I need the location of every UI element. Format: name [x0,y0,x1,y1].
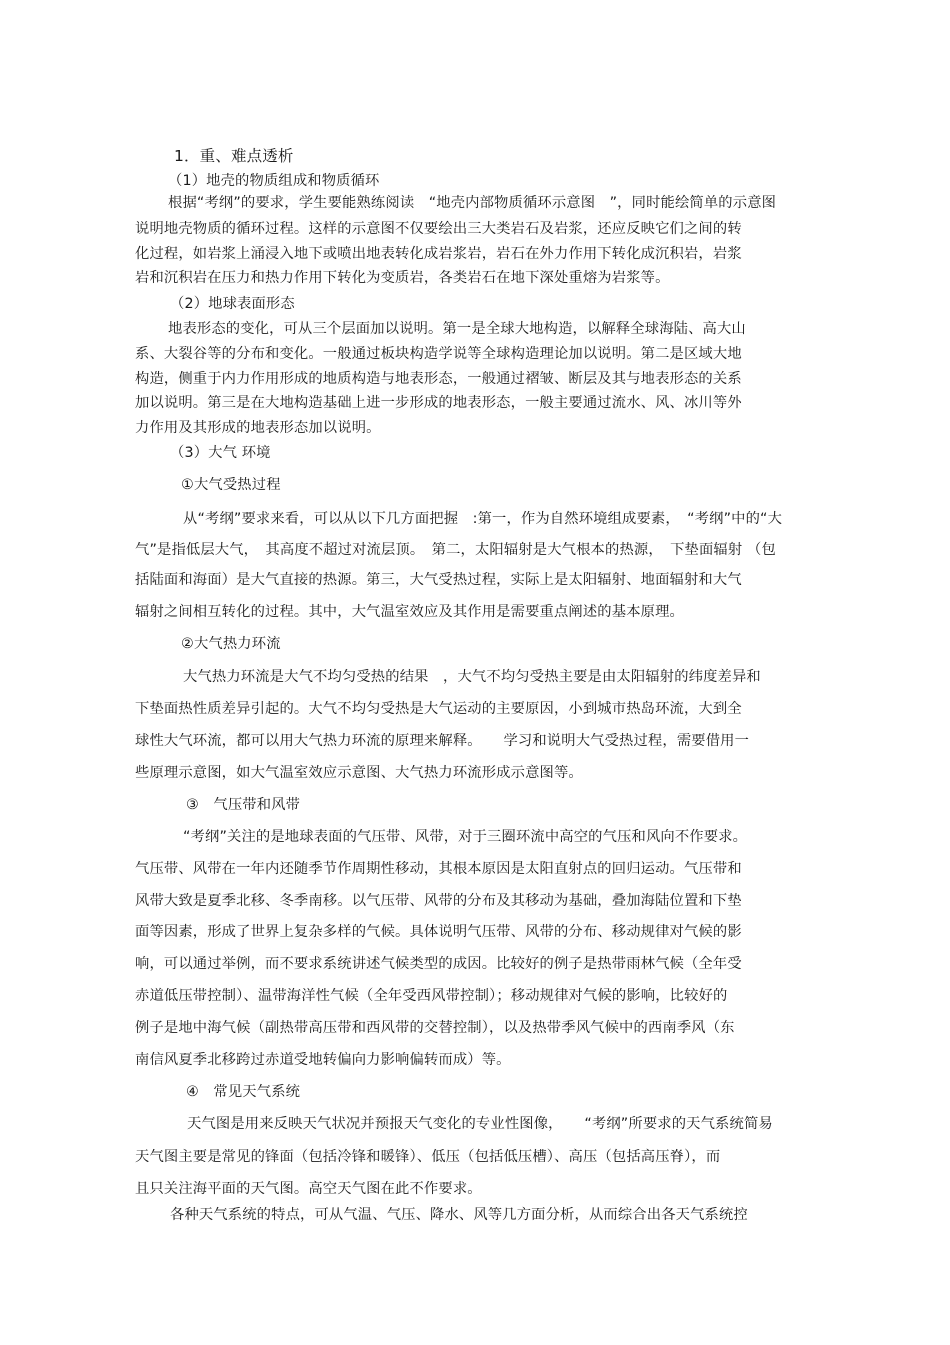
paragraph-line: 天气图是用来反映天气状况并预报天气变化的专业性图像， “考纲”所要求的天气系统简易 [187,1116,773,1132]
paragraph-line: 地表形态的变化，可从三个层面加以说明。第一是全球大地构造，以解释全球海陆、高大山 [168,321,746,337]
paragraph-line: 各种天气系统的特点，可从气温、气压、降水、风等几方面分析，从而综合出各天气系统控 [170,1207,748,1223]
paragraph-line: 加以说明。第三是在大地构造基础上进一步形成的地表形态，一般主要通过流水、风、冰川等外 [135,395,742,411]
paragraph-line: 根据“考纲”的要求，学生要能熟练阅读 “地壳内部物质循环示意图 ”，同时能绘简单的示意图 [168,195,777,211]
item-heading-1: ①大气受热过程 [181,477,281,493]
paragraph-line: 下垫面热性质差异引起的。大气不均匀受热是大气运动的主要原因，小到城市热岛环流，大到全 [135,701,742,717]
subsection-heading-2: （2）地球表面形态 [170,296,295,312]
paragraph-line: 且只关注海平面的天气图。高空天气图在此不作要求。 [135,1181,482,1197]
item-heading-3: ③ 气压带和风带 [186,797,301,813]
section-title: 1．重、难点透析 [174,147,294,165]
paragraph-line: 力作用及其形成的地表形态加以说明。 [135,420,381,436]
paragraph-line: 构造，侧重于内力作用形成的地质构造与地表形态，一般通过褶皱、断层及其与地表形态的关系 [135,371,742,387]
paragraph-line: 风带大致是夏季北移、冬季南移。以气压带、风带的分布及其移动为基础，叠加海陆位置和下垫 [135,893,742,909]
paragraph-line: 括陆面和海面）是大气直接的热源。第三，大气受热过程，实际上是太阳辐射、地面辐射和大气 [135,572,742,588]
paragraph-line: 些原理示意图，如大气温室效应示意图、大气热力环流形成示意图等。 [135,765,583,781]
paragraph-line: 气压带、风带在一年内还随季节作周期性移动，其根本原因是太阳直射点的回归运动。气压带和 [135,861,742,877]
item-heading-4: ④ 常见天气系统 [186,1084,301,1100]
paragraph-line: 响，可以通过举例，而不要求系统讲述气候类型的成因。比较好的例子是热带雨林气候（全年受 [135,956,742,972]
paragraph-line: 系、大裂谷等的分布和变化。一般通过板块构造学说等全球构造理论加以说明。第二是区域大地 [135,346,742,362]
paragraph-line: 辐射之间相互转化的过程。其中，大气温室效应及其作用是需要重点阐述的基本原理。 [135,604,684,620]
item-heading-2: ②大气热力环流 [181,636,281,652]
paragraph-line: 球性大气环流，都可以用大气热力环流的原理来解释。 学习和说明大气受热过程，需要借用一 [135,733,750,749]
subsection-heading-1: （1）地壳的物质组成和物质循环 [168,173,380,189]
paragraph-line: “考纲”关注的是地球表面的气压带、风带，对于三圈环流中高空的气压和风向不作要求。 [183,829,748,845]
paragraph-line: 岩和沉积岩在压力和热力作用下转化为变质岩，各类岩石在地下深处重熔为岩浆等。 [135,270,670,286]
paragraph-line: 南信风夏季北移跨过赤道受地转偏向力影响偏转而成）等。 [135,1052,511,1068]
paragraph-line: 从“考纲”要求来看，可以从以下几方面把握 :第一，作为自然环境组成要素， “考纲”中的“大 [183,511,783,527]
paragraph-line: 化过程，如岩浆上涌浸入地下或喷出地表转化成岩浆岩，岩石在外力作用下转化成沉积岩，岩浆 [135,246,742,262]
paragraph-line: 赤道低压带控制）、温带海洋性气候（全年受西风带控制）；移动规律对气候的影响，比较好的 [135,988,728,1004]
paragraph-line: 面等因素，形成了世界上复杂多样的气候。具体说明气压带、风带的分布、移动规律对气候的影 [135,924,742,940]
subsection-heading-3: （3）大气 环境 [170,445,271,461]
paragraph-line: 大气热力环流是大气不均匀受热的结果 ，大气不均匀受热主要是由太阳辐射的纬度差异和 [183,669,761,685]
paragraph-line: 例子是地中海气候（副热带高压带和西风带的交替控制），以及热带季风气候中的西南季风（东 [135,1020,735,1036]
paragraph-line: 说明地壳物质的循环过程。这样的示意图不仅要绘出三大类岩石及岩浆，还应反映它们之间的转 [135,221,742,237]
paragraph-line: 气”是指低层大气， 其高度不超过对流层顶。 第二，太阳辐射是大气根本的热源， 下垫面辐射 （包 [135,542,776,558]
paragraph-line: 天气图主要是常见的锋面（包括冷锋和暖锋）、低压（包括低压槽）、高压（包括高压脊），而 [135,1149,721,1165]
